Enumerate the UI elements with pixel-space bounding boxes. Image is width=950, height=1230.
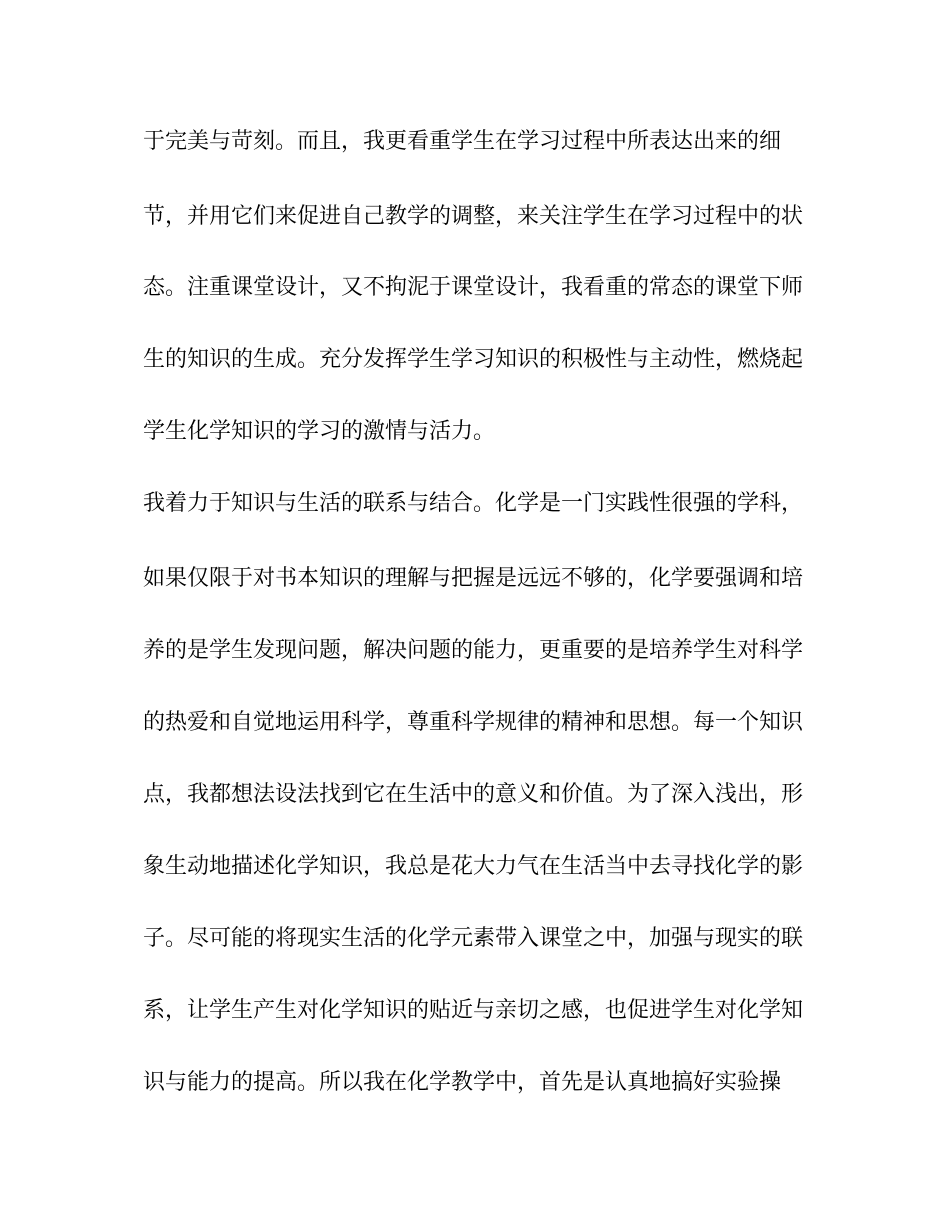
text-line: 识与能力的提高。所以我在化学教学中，首先是认真地搞好实验操 <box>143 1070 782 1095</box>
text-line: 象生动地描述化学知识，我总是花大力气在生活当中去寻找化学的影 <box>143 854 804 879</box>
text-line: 节，并用它们来促进自己教学的调整，来关注学生在学习过程中的状 <box>143 204 804 229</box>
text-line: 学生化学知识的学习的激情与活力。 <box>143 419 496 444</box>
text-line: 生的知识的生成。充分发挥学生学习知识的积极性与主动性，燃烧起 <box>143 347 804 372</box>
text-line: 我着力于知识与生活的联系与结合。化学是一门实践性很强的学科， <box>143 491 804 516</box>
text-line: 点，我都想法设法找到它在生活中的意义和价值。为了深入浅出，形 <box>143 782 804 807</box>
text-line: 子。尽可能的将现实生活的化学元素带入课堂之中，加强与现实的联 <box>143 926 804 951</box>
text-line: 于完美与苛刻。而且，我更看重学生在学习过程中所表达出来的细 <box>143 129 782 154</box>
text-line: 的热爱和自觉地运用科学，尊重科学规律的精神和思想。每一个知识 <box>143 710 804 735</box>
text-line: 态。注重课堂设计，又不拘泥于课堂设计，我看重的常态的课堂下师 <box>143 275 804 300</box>
text-line: 养的是学生发现问题，解决问题的能力，更重要的是培养学生对科学 <box>143 638 804 663</box>
text-line: 如果仅限于对书本知识的理解与把握是远远不够的，化学要强调和培 <box>143 566 804 591</box>
text-line: 系，让学生产生对化学知识的贴近与亲切之感，也促进学生对化学知 <box>143 998 804 1023</box>
